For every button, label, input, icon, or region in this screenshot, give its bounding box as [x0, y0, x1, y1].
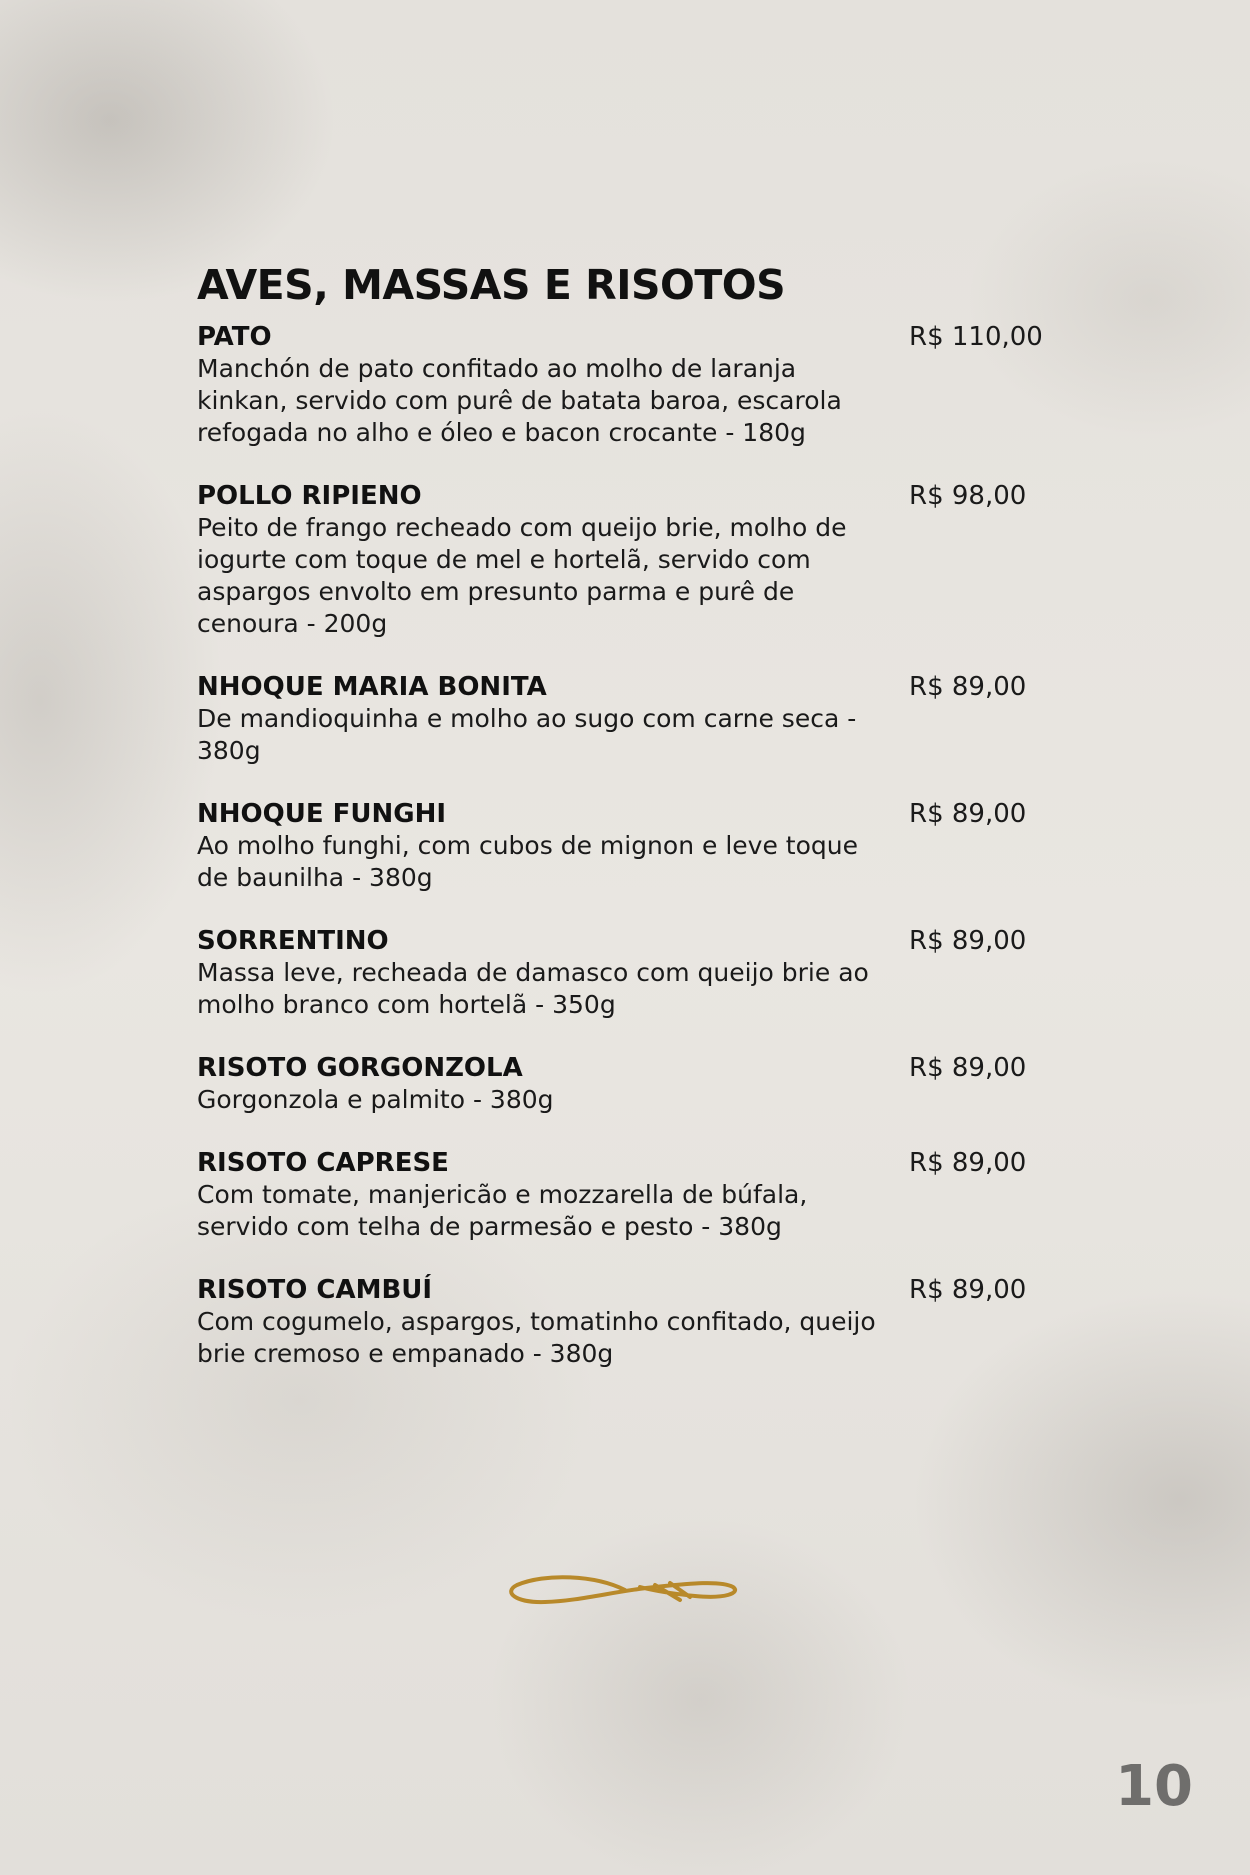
item-name: NHOQUE MARIA BONITA: [197, 672, 547, 703]
section-title: AVES, MASSAS E RISOTOS: [197, 261, 786, 309]
item-description: Gorgonzola e palmito - 380g: [197, 1085, 554, 1115]
item-name: RISOTO CAPRESE: [197, 1148, 449, 1179]
item-name: RISOTO GORGONZOLA: [197, 1053, 523, 1084]
item-price: R$ 89,00: [909, 799, 1027, 830]
item-name: NHOQUE FUNGHI: [197, 799, 447, 830]
item-name: RISOTO CAMBUÍ: [197, 1275, 433, 1306]
item-price: R$ 89,00: [909, 1053, 1027, 1084]
menu-item-risoto-caprese: [197, 1147, 1057, 1243]
item-price: R$ 89,00: [909, 1275, 1027, 1306]
item-description: Ao molho funghi, com cubos de mignon e leve toque de baunilha - 380g: [197, 831, 858, 893]
item-description: Com tomate, manjericão e mozzarella de búfala, servido com telha de parmesão e pesto - 380g: [197, 1180, 808, 1242]
item-price: R$ 110,00: [909, 322, 1043, 353]
item-description: Peito de frango recheado com queijo brie, molho de iogurte com toque de mel e hortelã, servido com aspargos envolto em presunto parma e purê de cenoura - 200g: [197, 513, 847, 639]
menu-item-pato: [197, 321, 1057, 449]
item-description: De mandioquinha e molho ao sugo com carne seca - 380g: [197, 704, 857, 766]
menu-item-pollo-ripieno: [197, 480, 1057, 640]
item-name: PATO: [197, 322, 272, 353]
item-description: Manchón de pato confitado ao molho de laranja kinkan, servido com purê de batata baroa, escarola refogada no alho e óleo e bacon crocante - 180g: [197, 354, 842, 448]
item-price: R$ 89,00: [909, 926, 1027, 957]
menu-section: [197, 262, 1057, 1401]
flourish-divider-icon: [505, 1565, 745, 1615]
item-price: R$ 89,00: [909, 1148, 1027, 1179]
item-name: SORRENTINO: [197, 926, 389, 957]
menu-item-sorrentino: [197, 925, 1057, 1021]
item-description: Massa leve, recheada de damasco com queijo brie ao molho branco com hortelã - 350g: [197, 958, 869, 1020]
item-description: Com cogumelo, aspargos, tomatinho confitado, queijo brie cremoso e empanado - 380g: [197, 1307, 876, 1369]
menu-item-nhoque-maria-bonita: [197, 671, 1057, 767]
item-price: R$ 89,00: [909, 672, 1027, 703]
item-name: POLLO RIPIENO: [197, 481, 422, 512]
item-price: R$ 98,00: [909, 481, 1027, 512]
menu-item-nhoque-funghi: [197, 798, 1057, 894]
page-number: 10: [1115, 1754, 1193, 1819]
menu-item-risoto-cambui: [197, 1274, 1057, 1370]
menu-item-risoto-gorgonzola: [197, 1052, 1057, 1116]
